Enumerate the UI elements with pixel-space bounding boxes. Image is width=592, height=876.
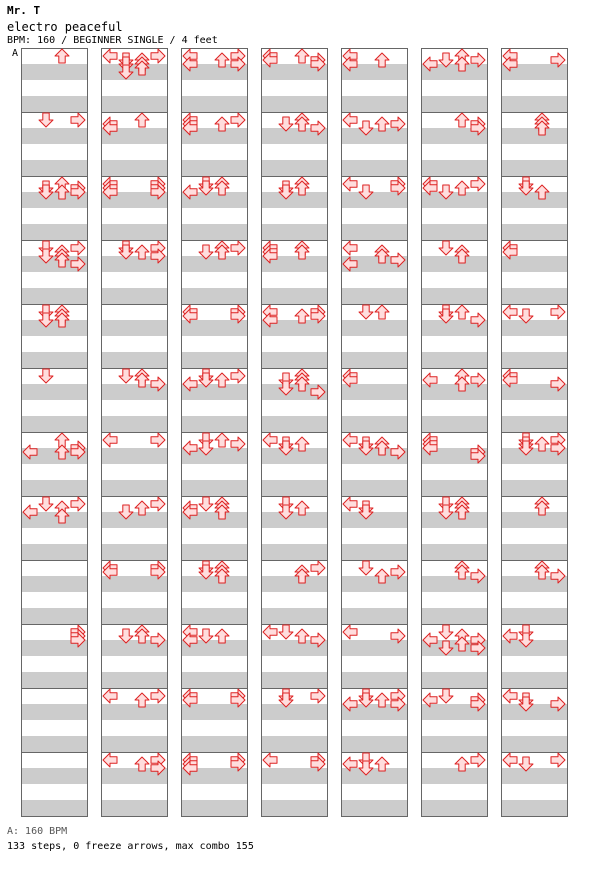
beat-stripe	[501, 192, 568, 208]
beat-stripe	[341, 512, 408, 528]
beat-stripe	[181, 576, 248, 592]
beat-stripe	[501, 288, 568, 304]
beat-stripe	[341, 736, 408, 752]
beat-stripe	[501, 800, 568, 816]
measure	[21, 496, 88, 561]
beat-stripe	[21, 800, 88, 816]
chart-meta: BPM: 160 / BEGINNER SINGLE / 4 feet	[7, 35, 218, 46]
beat-stripe	[101, 544, 168, 560]
beat-stripe	[181, 672, 248, 688]
measure	[181, 368, 248, 433]
beat-stripe	[341, 160, 408, 176]
measure	[501, 624, 568, 689]
beat-stripe	[261, 352, 328, 368]
measure	[261, 560, 328, 625]
beat-stripe	[421, 352, 488, 368]
beat-stripe	[101, 736, 168, 752]
beat-stripe	[501, 480, 568, 496]
measure	[181, 688, 248, 753]
measure	[101, 368, 168, 433]
beat-stripe	[261, 800, 328, 816]
beat-stripe	[501, 736, 568, 752]
measure	[261, 624, 328, 689]
measure	[101, 304, 168, 369]
beat-stripe	[341, 416, 408, 432]
beat-stripe	[501, 224, 568, 240]
beat-stripe	[341, 96, 408, 112]
measure	[421, 560, 488, 625]
beat-stripe	[501, 512, 568, 528]
beat-stripe	[261, 160, 328, 176]
beat-stripe	[101, 288, 168, 304]
beat-stripe	[421, 416, 488, 432]
measure	[341, 176, 408, 241]
beat-stripe	[181, 416, 248, 432]
measure	[21, 752, 88, 817]
beat-stripe	[101, 352, 168, 368]
measure	[21, 176, 88, 241]
beat-stripe	[261, 96, 328, 112]
beat-stripe	[341, 288, 408, 304]
measure	[181, 432, 248, 497]
beat-stripe	[21, 736, 88, 752]
beat-stripe	[341, 384, 408, 400]
beat-stripe	[501, 640, 568, 656]
bpm-legend: A: 160 BPM	[7, 826, 68, 837]
artist-name: Mr. T	[7, 4, 41, 17]
beat-stripe	[21, 608, 88, 624]
beat-stripe	[21, 96, 88, 112]
beat-stripe	[21, 704, 88, 720]
measure	[421, 496, 488, 561]
measure	[501, 48, 568, 113]
beat-stripe	[501, 544, 568, 560]
measure	[501, 752, 568, 817]
beat-stripe	[421, 672, 488, 688]
beat-stripe	[341, 480, 408, 496]
measure	[21, 560, 88, 625]
beat-stripe	[341, 544, 408, 560]
beat-stripe	[341, 608, 408, 624]
measure	[181, 496, 248, 561]
measure	[101, 112, 168, 177]
beat-stripe	[21, 160, 88, 176]
measure	[21, 304, 88, 369]
beat-stripe	[101, 96, 168, 112]
beat-stripe	[501, 320, 568, 336]
beat-stripe	[181, 608, 248, 624]
beat-stripe	[21, 576, 88, 592]
beat-stripe	[21, 384, 88, 400]
beat-stripe	[341, 224, 408, 240]
measure	[181, 176, 248, 241]
measure	[181, 240, 248, 305]
beat-stripe	[421, 160, 488, 176]
measure	[421, 624, 488, 689]
beat-stripe	[341, 768, 408, 784]
measure	[181, 752, 248, 817]
beat-stripe	[261, 704, 328, 720]
beat-stripe	[101, 800, 168, 816]
beat-stripe	[421, 288, 488, 304]
measure	[341, 368, 408, 433]
beat-stripe	[261, 480, 328, 496]
measure	[501, 304, 568, 369]
beat-stripe	[341, 800, 408, 816]
beat-stripe	[21, 672, 88, 688]
measure	[341, 496, 408, 561]
beat-stripe	[181, 480, 248, 496]
measure	[421, 240, 488, 305]
beat-stripe	[101, 416, 168, 432]
beat-stripe	[421, 768, 488, 784]
measure	[341, 560, 408, 625]
beat-stripe	[501, 96, 568, 112]
measure	[181, 112, 248, 177]
measure	[21, 48, 88, 113]
measure	[101, 560, 168, 625]
measure	[261, 304, 328, 369]
beat-stripe	[501, 416, 568, 432]
beat-stripe	[261, 736, 328, 752]
measure	[501, 432, 568, 497]
measure	[101, 624, 168, 689]
beat-stripe	[101, 672, 168, 688]
beat-stripe	[21, 352, 88, 368]
measure	[421, 432, 488, 497]
measure	[261, 752, 328, 817]
measure	[501, 688, 568, 753]
beat-stripe	[421, 480, 488, 496]
beat-stripe	[501, 768, 568, 784]
beat-stripe	[341, 320, 408, 336]
measure	[421, 176, 488, 241]
beat-stripe	[341, 672, 408, 688]
beat-stripe	[261, 544, 328, 560]
measure	[341, 304, 408, 369]
beat-stripe	[21, 128, 88, 144]
beat-stripe	[101, 224, 168, 240]
beat-stripe	[181, 256, 248, 272]
beat-stripe	[261, 224, 328, 240]
beat-stripe	[101, 320, 168, 336]
beat-stripe	[101, 64, 168, 80]
beat-stripe	[21, 224, 88, 240]
beat-stripe	[181, 96, 248, 112]
measure	[341, 48, 408, 113]
beat-stripe	[421, 96, 488, 112]
beat-stripe	[101, 160, 168, 176]
measure	[261, 48, 328, 113]
measure	[101, 432, 168, 497]
measure	[261, 368, 328, 433]
measure	[501, 496, 568, 561]
beat-stripe	[181, 800, 248, 816]
measure	[421, 688, 488, 753]
measure	[341, 752, 408, 817]
beat-stripe	[101, 480, 168, 496]
beat-stripe	[261, 672, 328, 688]
beat-stripe	[421, 256, 488, 272]
beat-stripe	[21, 288, 88, 304]
beat-stripe	[421, 544, 488, 560]
beat-stripe	[261, 416, 328, 432]
bpm-marker: A	[12, 48, 19, 59]
beat-stripe	[21, 320, 88, 336]
beat-stripe	[501, 256, 568, 272]
measure	[21, 112, 88, 177]
beat-stripe	[181, 352, 248, 368]
measure	[101, 176, 168, 241]
measure	[501, 368, 568, 433]
measure	[341, 240, 408, 305]
beat-stripe	[261, 448, 328, 464]
beat-stripe	[181, 544, 248, 560]
beat-stripe	[181, 160, 248, 176]
measure	[341, 688, 408, 753]
beat-stripe	[501, 160, 568, 176]
beat-stripe	[501, 352, 568, 368]
measure	[421, 304, 488, 369]
beat-stripe	[341, 352, 408, 368]
beat-stripe	[421, 224, 488, 240]
beat-stripe	[101, 448, 168, 464]
measure	[261, 432, 328, 497]
beat-stripe	[181, 288, 248, 304]
beat-stripe	[21, 768, 88, 784]
song-title: electro peaceful	[7, 20, 123, 34]
measure	[421, 368, 488, 433]
beat-stripe	[101, 608, 168, 624]
measure	[421, 112, 488, 177]
measure	[261, 688, 328, 753]
beat-stripe	[261, 608, 328, 624]
measure	[181, 560, 248, 625]
measure	[501, 240, 568, 305]
measure	[101, 688, 168, 753]
measure	[21, 624, 88, 689]
beat-stripe	[101, 512, 168, 528]
beat-stripe	[421, 192, 488, 208]
measure	[101, 752, 168, 817]
beat-stripe	[21, 64, 88, 80]
measure	[341, 112, 408, 177]
measure	[421, 752, 488, 817]
measure	[21, 240, 88, 305]
measure	[101, 240, 168, 305]
measure	[21, 368, 88, 433]
measure	[101, 496, 168, 561]
beat-stripe	[421, 512, 488, 528]
measure	[181, 624, 248, 689]
beat-stripe	[421, 736, 488, 752]
beat-stripe	[261, 576, 328, 592]
measure	[421, 48, 488, 113]
measure	[501, 112, 568, 177]
beat-stripe	[261, 512, 328, 528]
step-stats: 133 steps, 0 freeze arrows, max combo 155	[7, 841, 254, 852]
measure	[21, 432, 88, 497]
beat-stripe	[261, 288, 328, 304]
beat-stripe	[181, 224, 248, 240]
measure	[501, 560, 568, 625]
beat-stripe	[101, 704, 168, 720]
beat-stripe	[261, 192, 328, 208]
beat-stripe	[501, 128, 568, 144]
measure	[261, 176, 328, 241]
measure	[341, 432, 408, 497]
beat-stripe	[421, 608, 488, 624]
beat-stripe	[181, 736, 248, 752]
beat-stripe	[21, 416, 88, 432]
beat-stripe	[421, 800, 488, 816]
beat-stripe	[501, 672, 568, 688]
measure	[101, 48, 168, 113]
measure	[181, 48, 248, 113]
measure	[181, 304, 248, 369]
beat-stripe	[21, 544, 88, 560]
measure	[261, 112, 328, 177]
measure	[261, 496, 328, 561]
beat-stripe	[501, 608, 568, 624]
measure	[341, 624, 408, 689]
measure	[21, 688, 88, 753]
measure	[261, 240, 328, 305]
measure	[501, 176, 568, 241]
beat-stripe	[21, 480, 88, 496]
